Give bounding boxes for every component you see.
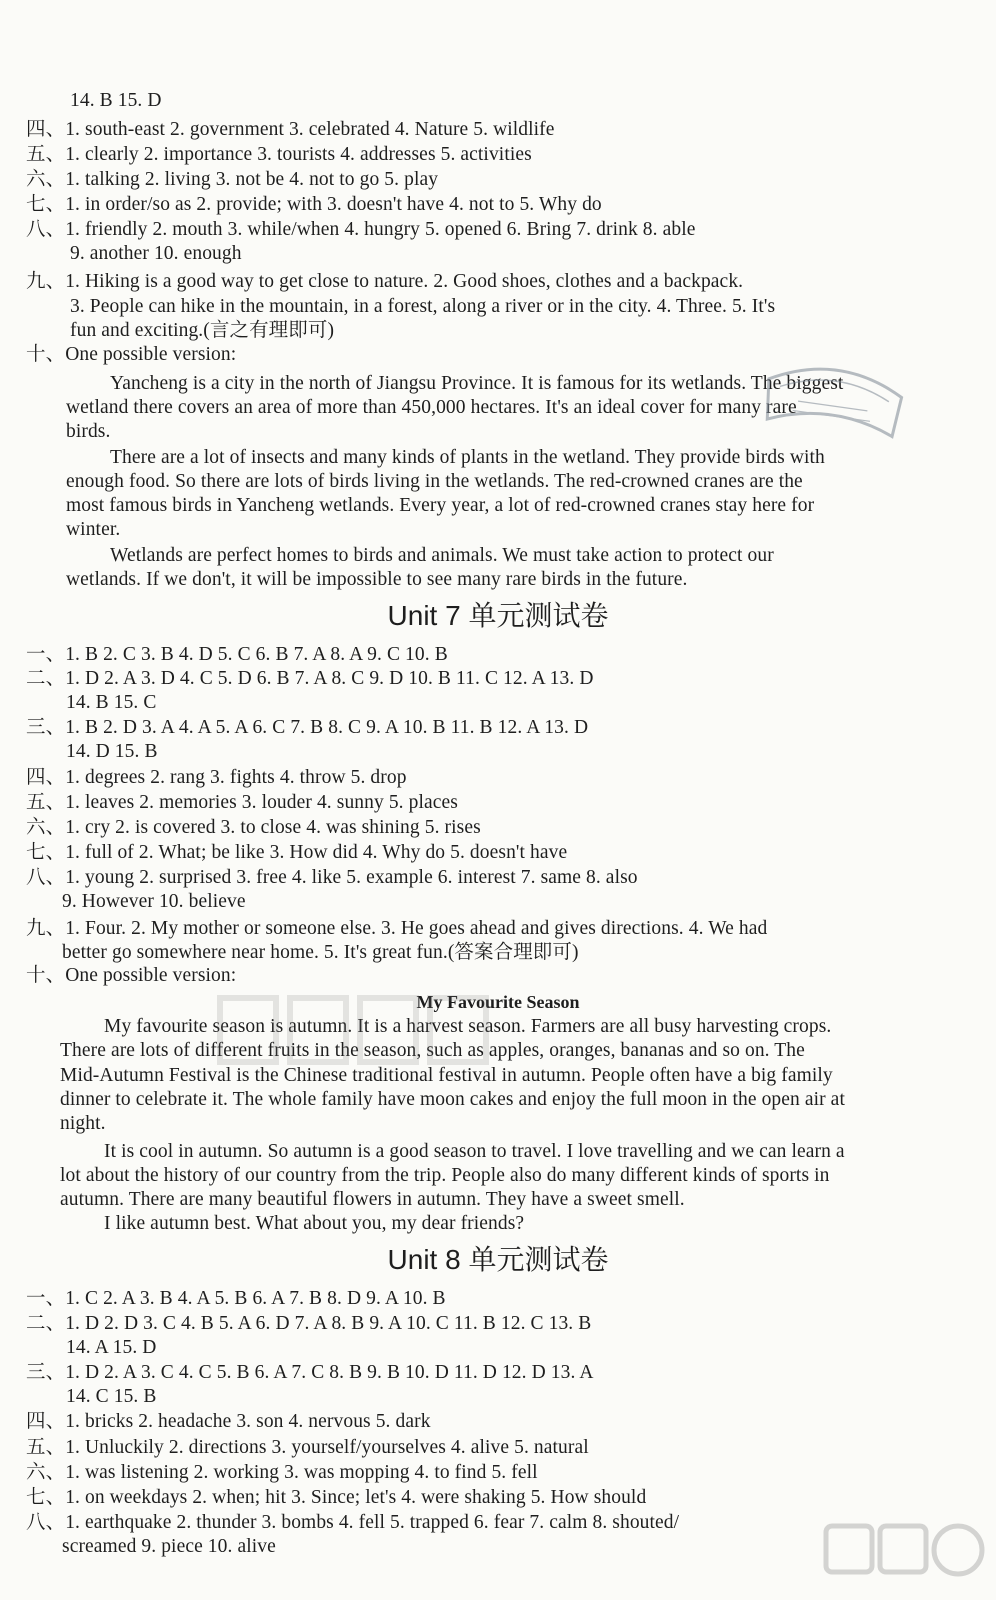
essay-line: I like autumn best. What about you, my dear friends?	[104, 1213, 525, 1234]
answer-line: 九、1. Hiking is a good way to get close to nature. 2. Good shoes, clothes and a backpack.	[26, 271, 744, 292]
answer-line: 一、1. B 2. C 3. B 4. D 5. C 6. B 7. A 8. A 9. C 10. B	[26, 644, 448, 665]
essay-line: most famous birds in Yancheng wetlands. Every year, a lot of red-crowned cranes stay here for	[66, 495, 815, 516]
essay-line: dinner to celebrate it. The whole family have moon cakes and enjoy the full moon in the open air at	[60, 1089, 845, 1110]
answer-line: 五、1. Unluckily 2. directions 3. yourself/yourselves 4. alive 5. natural	[26, 1437, 589, 1458]
essay-line: My favourite season is autumn. It is a harvest season. Farmers are all busy harvesting crops.	[104, 1016, 832, 1037]
essay-line: There are lots of different fruits in the season, such as apples, oranges, bananas and so on. The	[60, 1040, 805, 1061]
answer-line: 五、1. leaves 2. memories 3. louder 4. sunny 5. places	[26, 792, 458, 813]
answer-line: 七、1. in order/so as 2. provide; with 3. doesn't have 4. not to 5. Why do	[26, 194, 602, 215]
unit-8-heading: Unit 8 单元测试卷	[387, 1244, 609, 1275]
essay-line: night.	[60, 1113, 106, 1134]
unit-7-heading: Unit 7 单元测试卷	[387, 600, 609, 631]
essay-line: There are a lot of insects and many kinds of plants in the wetland. They provide birds with	[110, 447, 825, 468]
essay-line: Wetlands are perfect homes to birds and animals. We must take action to protect our	[110, 545, 774, 566]
answer-line: 四、1. south-east 2. government 3. celebrated 4. Nature 5. wildlife	[26, 119, 555, 140]
answer-line: 六、1. talking 2. living 3. not be 4. not to go 5. play	[26, 169, 439, 190]
answer-line: 3. People can hike in the mountain, in a forest, along a river or in the city. 4. Three. 5. It's	[70, 296, 776, 317]
answer-line: 六、1. cry 2. is covered 3. to close 4. was shining 5. rises	[26, 817, 481, 838]
essay-intro: 十、One possible version:	[26, 965, 237, 986]
essay-line: winter.	[66, 519, 121, 540]
answer-line: 14. A 15. D	[66, 1337, 157, 1358]
answer-line: 七、1. on weekdays 2. when; hit 3. Since; let's 4. were shaking 5. How should	[26, 1487, 647, 1508]
answer-line: 9. However 10. believe	[62, 891, 246, 912]
essay-line: enough food. So there are lots of birds living in the wetlands. The red-crowned cranes are the	[66, 471, 803, 492]
answer-line: better go somewhere near home. 5. It's great fun.(答案合理即可)	[62, 942, 579, 963]
answer-line: 四、1. bricks 2. headache 3. son 4. nervous 5. dark	[26, 1411, 431, 1432]
essay-intro: 十、One possible version:	[26, 344, 237, 365]
answer-line: fun and exciting.(言之有理即可)	[70, 320, 335, 341]
answer-line: screamed 9. piece 10. alive	[62, 1536, 276, 1557]
essay-line: lot about the history of our country from the trip. People also do many different kinds of sports in	[60, 1165, 830, 1186]
watermark-icon	[210, 990, 490, 1070]
answer-line: 三、1. B 2. D 3. A 4. A 5. A 6. C 7. B 8. C 9. A 10. B 11. B 12. A 13. D	[26, 717, 589, 738]
essay-line: birds.	[66, 421, 111, 442]
answer-line: 二、1. D 2. D 3. C 4. B 5. A 6. D 7. A 8. B 9. A 10. C 11. B 12. C 13. B	[26, 1313, 592, 1334]
answer-line: 八、1. earthquake 2. thunder 3. bombs 4. fell 5. trapped 6. fear 7. calm 8. shouted/	[26, 1512, 680, 1533]
essay-line: autumn. There are many beautiful flowers in autumn. They have a sweet smell.	[60, 1189, 685, 1210]
essay-title: My Favourite Season	[416, 992, 580, 1012]
essay-line: wetland there covers an area of more than 450,000 hectares. It's an ideal cover for many rare	[66, 397, 797, 418]
answer-line: 五、1. clearly 2. importance 3. tourists 4. addresses 5. activities	[26, 144, 532, 165]
answer-line: 9. another 10. enough	[70, 243, 242, 264]
essay-line: It is cool in autumn. So autumn is a good season to travel. I love travelling and we can learn a	[104, 1141, 845, 1162]
answer-line: 三、1. D 2. A 3. C 4. C 5. B 6. A 7. C 8. B 9. B 10. D 11. D 12. D 13. A	[26, 1362, 594, 1383]
essay-line: Mid-Autumn Festival is the Chinese traditional festival in autumn. People often have a big family	[60, 1065, 833, 1086]
answer-line: 一、1. C 2. A 3. B 4. A 5. B 6. A 7. B 8. D 9. A 10. B	[26, 1288, 446, 1309]
answer-line: 七、1. full of 2. What; be like 3. How did 4. Why do 5. doesn't have	[26, 842, 568, 863]
answer-line: 14. C 15. B	[66, 1386, 157, 1407]
essay-line: wetlands. If we don't, it will be impossible to see many rare birds in the future.	[66, 569, 688, 590]
answer-line: 14. D 15. B	[66, 741, 158, 762]
corner-watermark-icon	[820, 1520, 990, 1590]
essay-line: Yancheng is a city in the north of Jiangsu Province. It is famous for its wetlands. The biggest	[110, 373, 844, 394]
watermark-stamp-icon	[752, 348, 913, 460]
answer-line: 八、1. friendly 2. mouth 3. while/when 4. hungry 5. opened 6. Bring 7. drink 8. able	[26, 219, 696, 240]
answer-line: 六、1. was listening 2. working 3. was mopping 4. to find 5. fell	[26, 1462, 538, 1483]
answer-line: 14. B 15. C	[66, 692, 157, 713]
answer-line: 四、1. degrees 2. rang 3. fights 4. throw 5. drop	[26, 767, 407, 788]
answer-line: 14. B 15. D	[70, 90, 162, 111]
answer-line: 八、1. young 2. surprised 3. free 4. like 5. example 6. interest 7. same 8. also	[26, 867, 638, 888]
answer-line: 九、1. Four. 2. My mother or someone else. 3. He goes ahead and gives directions. 4. We had	[26, 918, 768, 939]
answer-line: 二、1. D 2. A 3. D 4. C 5. D 6. B 7. A 8. C 9. D 10. B 11. C 12. A 13. D	[26, 668, 594, 689]
